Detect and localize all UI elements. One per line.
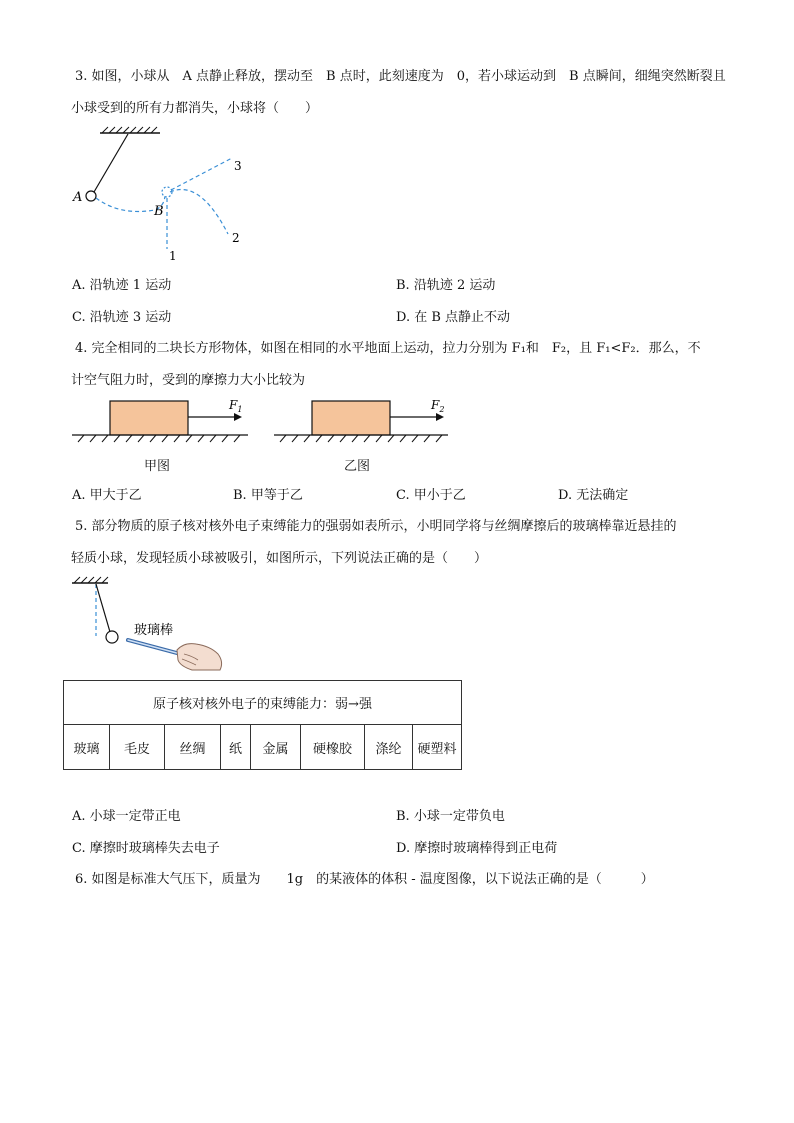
table-cell: 硬橡胶 bbox=[301, 725, 365, 770]
force-sub-b: 2 bbox=[439, 405, 445, 414]
q3-stem-line2: 小球受到的所有力都消失，小球将（ ） bbox=[71, 101, 319, 116]
q4-option-c[interactable]: C. 甲小于乙 bbox=[396, 488, 466, 503]
table-cell: 硬塑料 bbox=[413, 725, 462, 770]
table-cell: 涤纶 bbox=[365, 725, 413, 770]
table-cell: 丝绸 bbox=[165, 725, 221, 770]
label-path-3: 3 bbox=[234, 159, 242, 173]
q3-option-b[interactable]: B. 沿轨迹 2 运动 bbox=[396, 278, 496, 293]
force-label-a: F bbox=[229, 398, 238, 412]
hand-icon bbox=[177, 644, 222, 670]
path-2-curve bbox=[170, 190, 228, 234]
label-path-1: 1 bbox=[169, 249, 177, 263]
table-header: 原子核对核外电子的束缚能力：弱→强 bbox=[64, 681, 462, 725]
ceiling-support-q5 bbox=[72, 577, 108, 583]
ball-at-a bbox=[86, 191, 96, 201]
ground-b bbox=[274, 435, 448, 442]
svg-text:F2 bbox=[430, 398, 444, 414]
q4-stem-line2: 计空气阻力时，受到的摩擦力大小比较为 bbox=[71, 373, 306, 388]
q3-option-d[interactable]: D. 在 B 点静止不动 bbox=[396, 310, 511, 325]
ground-a bbox=[72, 435, 248, 442]
q5-string bbox=[96, 584, 110, 632]
q3-stem-line1: 3. 如图，小球从 A 点静止释放，摆动至 B 点时，此刻速度为 0，若小球运动到 B 点瞬间，细绳突然断裂且 bbox=[75, 69, 726, 84]
q4-figure-a bbox=[72, 396, 252, 446]
q4-option-a[interactable]: A. 甲大于乙 bbox=[72, 488, 142, 503]
block-a bbox=[110, 401, 188, 435]
q4-stem-line1: 4. 完全相同的二块长方形物体，如图在相同的水平地面上运动，拉力分别为 F₁和 F₂，且 F₁<F₂．那么，不 bbox=[75, 341, 701, 356]
label-a: A bbox=[73, 190, 83, 205]
q4-option-d[interactable]: D. 无法确定 bbox=[558, 488, 629, 503]
q5-option-c[interactable]: C. 摩擦时玻璃棒失去电子 bbox=[72, 841, 220, 856]
q4-caption-b: 乙图 bbox=[344, 459, 371, 474]
svg-text:F1 bbox=[228, 398, 242, 414]
q3-option-a[interactable]: A. 沿轨迹 1 运动 bbox=[72, 278, 172, 293]
table-cell: 纸 bbox=[221, 725, 251, 770]
label-path-2: 2 bbox=[232, 231, 240, 245]
q5-stem-line2: 轻质小球，发现轻质小球被吸引，如图所示，下列说法正确的是（ ） bbox=[71, 551, 488, 566]
q4-figure-b bbox=[274, 396, 454, 446]
path-3-line bbox=[171, 158, 232, 190]
q5-stem-line1: 5. 部分物质的原子核对核外电子束缚能力的强弱如表所示，小明同学将与丝绸摩擦后的玻璃棒靠近悬挂的 bbox=[75, 519, 677, 534]
q5-figure bbox=[72, 574, 232, 674]
block-b bbox=[312, 401, 390, 435]
q4-option-b[interactable]: B. 甲等于乙 bbox=[233, 488, 303, 503]
q4-caption-a: 甲图 bbox=[144, 459, 171, 474]
label-b: B bbox=[154, 204, 164, 219]
rod-label: 玻璃棒 bbox=[134, 623, 174, 638]
force-sub-a: 1 bbox=[237, 405, 243, 414]
table-cell: 毛皮 bbox=[110, 725, 165, 770]
q5-option-b[interactable]: B. 小球一定带负电 bbox=[396, 809, 505, 824]
q5-option-a[interactable]: A. 小球一定带正电 bbox=[72, 809, 181, 824]
q3-option-c[interactable]: C. 沿轨迹 3 运动 bbox=[72, 310, 172, 325]
light-ball bbox=[106, 631, 118, 643]
pendulum-string bbox=[94, 134, 128, 192]
table-cell: 金属 bbox=[251, 725, 301, 770]
binding-ability-table bbox=[63, 680, 462, 770]
q5-option-d[interactable]: D. 摩擦时玻璃棒得到正电荷 bbox=[396, 841, 558, 856]
q6-stem-line1: 6. 如图是标准大气压下，质量为 1g 的某液体的体积 - 温度图像，以下说法正确的是（ ） bbox=[75, 872, 654, 887]
force-label-b: F bbox=[431, 398, 440, 412]
q3-pendulum-figure bbox=[70, 124, 270, 264]
table-cell: 玻璃 bbox=[64, 725, 110, 770]
ceiling-support bbox=[100, 127, 160, 133]
